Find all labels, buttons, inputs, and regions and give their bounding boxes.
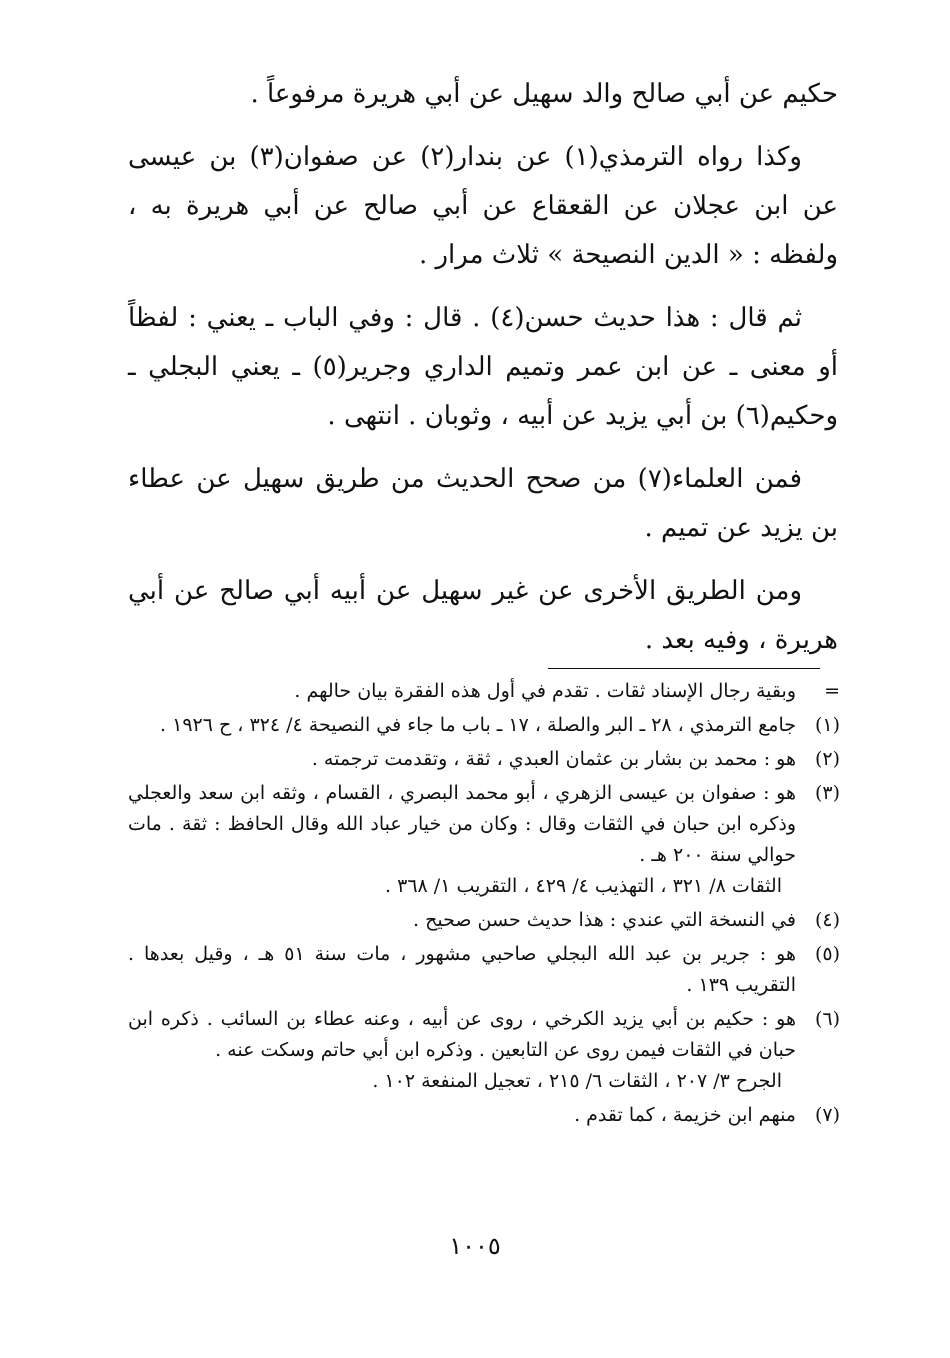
footnote bbox=[128, 1100, 840, 1131]
paragraph: فمن العلماء(٧) من صحح الحديث من طريق سهيل عن عطاء بن يزيد عن تميم . bbox=[128, 464, 838, 543]
footnote-marker: (٢) bbox=[814, 748, 840, 770]
footnote-marker: (٥) bbox=[814, 943, 840, 965]
footnote bbox=[128, 905, 840, 936]
footnote bbox=[128, 676, 840, 707]
footnotes bbox=[128, 676, 840, 1134]
footnote bbox=[128, 1004, 840, 1097]
main-text bbox=[128, 70, 838, 679]
footnote-content bbox=[128, 778, 796, 902]
footnote bbox=[128, 939, 840, 1001]
footnote-separator bbox=[548, 668, 820, 669]
paragraph: ومن الطريق الأخرى عن غير سهيل عن أبيه أبي صالح عن أبي هريرة ، وفيه بعد . bbox=[128, 576, 838, 655]
footnote-reference: الجرح ٣/ ٢٠٧ ، الثقات ٦/ ٢١٥ ، تعجيل المنفعة ١٠٢ . bbox=[372, 1070, 782, 1092]
footnote-text: وبقية رجال الإسناد ثقات . تقدم في أول هذه الفقرة بيان حالهم . bbox=[294, 680, 796, 702]
footnote-text: هو : جرير بن عبد الله البجلي صاحبي مشهور ، مات سنة ٥١ هـ ، وقيل بعدها . التقريب ١٣٩ . bbox=[128, 943, 796, 996]
footnote-marker: (٣) bbox=[814, 782, 840, 804]
footnote-marker: (٦) bbox=[814, 1008, 840, 1030]
footnote-marker: = bbox=[824, 680, 840, 702]
paragraph: ثم قال : هذا حديث حسن(٤) . قال : وفي الباب ـ يعني : لفظاً أو معنى ـ عن ابن عمر وتميم الداري وجرير(٥) ـ يعني البجلي ـ وحكيم(٦) بن أبي يزيد عن أبيه ، وثوبان . انتهى . bbox=[128, 303, 838, 431]
paragraph: حكيم عن أبي صالح والد سهيل عن أبي هريرة مرفوعاً . bbox=[250, 79, 838, 109]
footnote-text: هو : صفوان بن عيسى الزهري ، أبو محمد البصري ، القسام ، وثقه ابن سعد والعجلي وذكره ابن حبان في الثقات وقال : وكان من خيار عباد الله وقال الحافظ : ثقة . مات حوالي سنة ٢٠٠ هـ . bbox=[128, 782, 796, 866]
footnote-text: منهم ابن خزيمة ، كما تقدم . bbox=[574, 1104, 796, 1126]
paragraph: وكذا رواه الترمذي(١) عن بندار(٢) عن صفوان(٣) بن عيسى عن ابن عجلان عن القعقاع عن أبي صالح عن أبي هريرة به ، ولفظه : « الدين النصيحة » ثلاث مرار . bbox=[128, 142, 838, 270]
footnote-marker: (١) bbox=[814, 714, 840, 736]
footnote bbox=[128, 710, 840, 741]
footnote-text: في النسخة التي عندي : هذا حديث حسن صحيح . bbox=[413, 909, 796, 931]
footnote bbox=[128, 744, 840, 775]
footnote-marker: (٤) bbox=[814, 909, 840, 931]
footnote-text: جامع الترمذي ، ٢٨ ـ البر والصلة ، ١٧ ـ باب ما جاء في النصيحة ٤/ ٣٢٤ ، ح ١٩٢٦ . bbox=[160, 714, 796, 736]
footnote-marker: (٧) bbox=[814, 1104, 840, 1126]
page-number: ١٠٠٥ bbox=[449, 1232, 501, 1260]
footnote-text: هو : حكيم بن أبي يزيد الكرخي ، روى عن أبيه ، وعنه عطاء بن السائب . ذكره ابن حبان في الثقات فيمن روى عن التابعين . وذكره ابن أبي حاتم وسكت عنه . bbox=[128, 1008, 796, 1061]
footnote-reference: الثقات ٨/ ٣٢١ ، التهذيب ٤/ ٤٢٩ ، التقريب ١/ ٣٦٨ . bbox=[385, 875, 782, 897]
footnote-text: هو : محمد بن بشار بن عثمان العبدي ، ثقة ، وتقدمت ترجمته . bbox=[311, 748, 796, 770]
footnote-content bbox=[128, 1004, 796, 1097]
footnote bbox=[128, 778, 840, 902]
